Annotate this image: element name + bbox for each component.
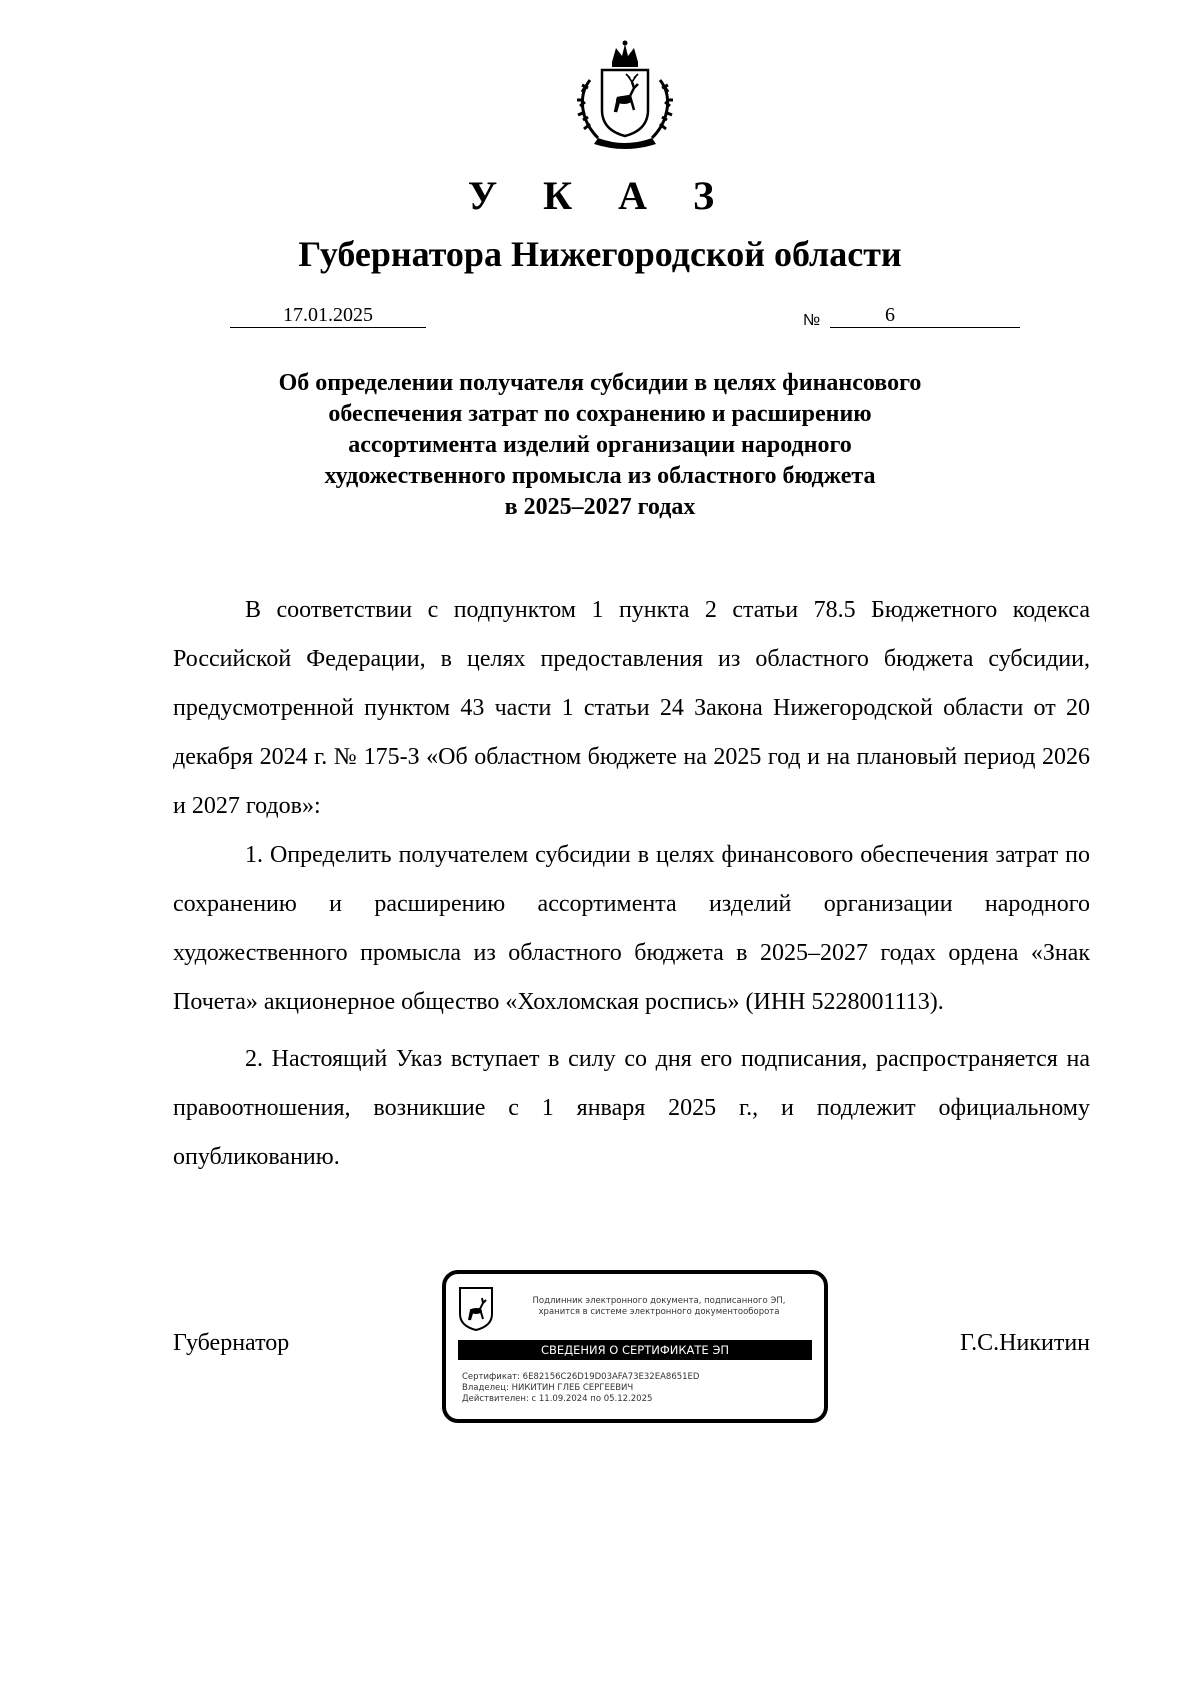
number-label: № xyxy=(803,312,821,329)
clause-2-paragraph: 2. Настоящий Указ вступает в силу со дня его подписания, распространяется на правоотношения, возникшие с 1 января 2025 г., и подлежит официальному опубликованию. xyxy=(173,1046,1090,1170)
preamble-paragraph: В соответствии с подпунктом 1 пункта 2 статьи 78.5 Бюджетного кодекса Российской Федерации, в целях предоставления из областного бюджета субсидии, предусмотренной пунктом 43 части 1 статьи 24 Закона Нижегородской области от 20 декабря 2024 г. № 175-З «Об областном бюджете на 2025 год и на плановый период 2026 и 2027 годов»: xyxy=(173,597,1090,819)
heading-line: Об определении получателя субсидии в целях финансового xyxy=(278,370,922,396)
heading-line: ассортимента изделий организации народного xyxy=(348,432,852,458)
stamp-note-line: хранится в системе электронного документооборота xyxy=(538,1307,780,1317)
heading-line: в 2025–2027 годах xyxy=(504,494,696,520)
certificate-info-bar: СВЕДЕНИЯ О СЕРТИФИКАТЕ ЭП xyxy=(458,1340,812,1360)
certificate-details xyxy=(462,1372,699,1405)
document-body xyxy=(173,586,1090,1182)
electronic-signature-stamp xyxy=(442,1270,828,1423)
document-type-title: У К А З xyxy=(467,173,733,218)
signatory-name: Г.С.Никитин xyxy=(959,1330,1090,1356)
stamp-note xyxy=(498,1296,820,1318)
clause-1-paragraph: 1. Определить получателем субсидии в целях финансового обеспечения затрат по сохранению и расширению ассортимента изделий организации народного художественного промысла из областного бюджета в 2025–2027 годах ордена «Знак Почета» акционерное общество «Хохломская роспись» (ИНН 5228001113). xyxy=(173,842,1090,1015)
document-date: 17.01.2025 xyxy=(230,303,426,328)
heading-line: художественного промысла из областного бюджета xyxy=(324,463,876,489)
nizhny-novgorod-coat-of-arms-icon xyxy=(570,40,680,150)
signatory-role: Губернатор xyxy=(173,1330,290,1356)
document-number-field xyxy=(830,303,1020,328)
heading-line: обеспечения затрат по сохранению и расширению xyxy=(328,401,872,427)
issuing-authority: Губернатора Нижегородской области xyxy=(298,234,902,274)
stamp-note-line: Подлинник электронного документа, подписанного ЭП, xyxy=(532,1296,786,1306)
certificate-owner: Владелец: НИКИТИН ГЛЕБ СЕРГЕЕВИЧ xyxy=(462,1383,634,1393)
certificate-validity: Действителен: с 11.09.2024 по 05.12.2025 xyxy=(462,1394,653,1404)
document-heading xyxy=(200,368,1000,523)
certificate-serial: Сертификат: 6E82156C26D19D03AFA73E32EA8651ED xyxy=(462,1372,700,1382)
deer-emblem-icon xyxy=(458,1286,494,1332)
document-number: 6 xyxy=(885,304,895,326)
